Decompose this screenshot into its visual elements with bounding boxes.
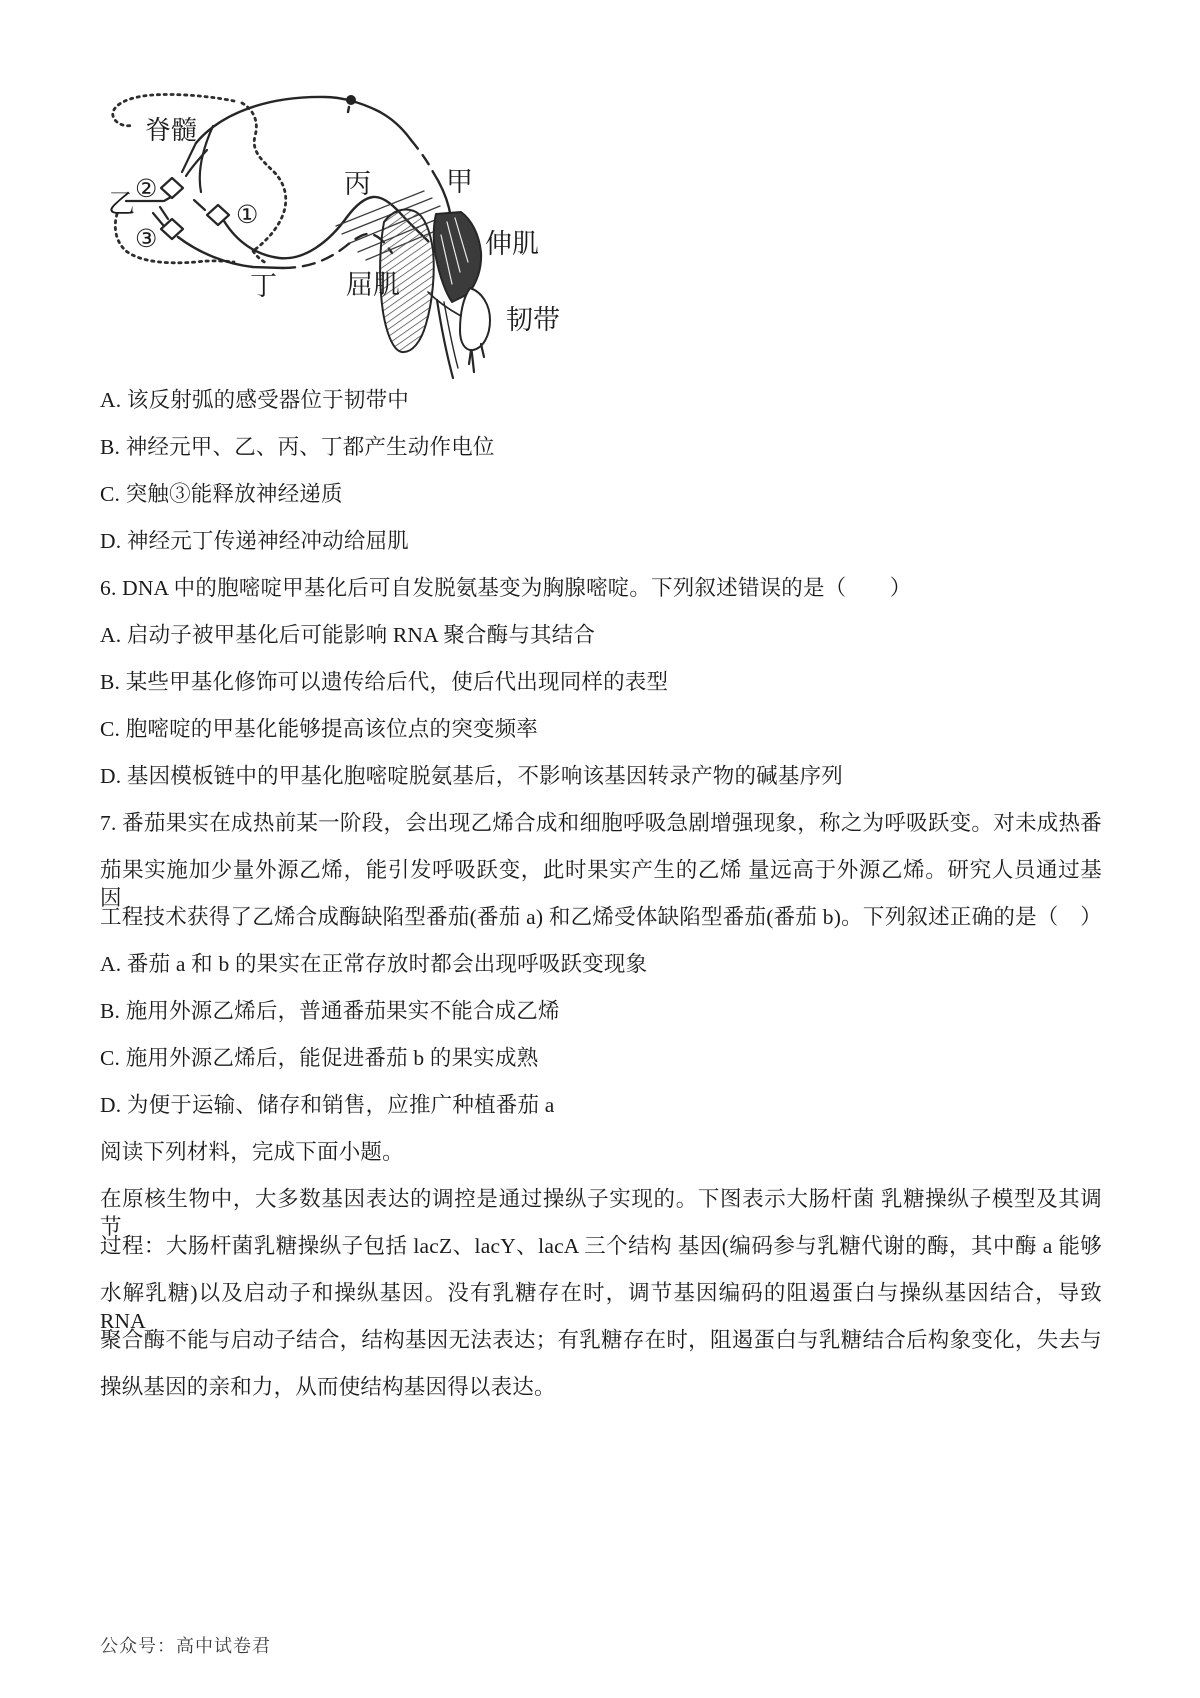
- passage-line-2: 过程：大肠杆菌乳糖操纵子包括 lacZ、lacY、lacA 三个结构 基因(编码参与乳糖代谢的酶，其中酶 a 能够: [100, 1234, 1102, 1258]
- label-synapse-2: ②: [135, 176, 158, 203]
- reflex-arc-diagram: [90, 80, 580, 385]
- q5-option-b: B. 神经元甲、乙、丙、丁都产生动作电位: [100, 435, 495, 459]
- q7-option-d: D. 为便于运输、储存和销售，应推广种植番茄 a: [100, 1093, 555, 1117]
- extensor-muscle-shape: [434, 212, 481, 302]
- passage-line-4: 聚合酶不能与启动子结合，结构基因无法表达；有乳糖存在时，阻遏蛋白与乳糖结合后构象变化，失去与: [100, 1328, 1102, 1352]
- q7-stem-line-2: 茄果实施加少量外源乙烯，能引发呼吸跃变，此时果实产生的乙烯 量远高于外源乙烯。研究人员通过基因: [100, 858, 1102, 910]
- q6-option-b: B. 某些甲基化修饰可以遗传给后代，使后代出现同样的表型: [100, 670, 669, 694]
- label-neuron-jia: 甲: [446, 167, 473, 197]
- label-ligament: 韧带: [506, 305, 560, 335]
- q5-option-d: D. 神经元丁传递神经冲动给屈肌: [100, 529, 409, 553]
- label-flexor: 屈肌: [346, 270, 400, 300]
- knee-bones-and-ligament: [428, 288, 490, 378]
- label-synapse-3: ③: [135, 226, 158, 253]
- label-neuron-yi: 乙: [108, 189, 135, 219]
- label-extensor: 伸肌: [485, 229, 539, 259]
- q7-stem-line-1: 7. 番茄果实在成热前某一阶段，会出现乙烯合成和细胞呼吸急剧增强现象，称之为呼吸跃变。对未成热番: [100, 811, 1102, 835]
- synapse-3-diamond: [161, 219, 183, 239]
- passage-line-3: 水解乳糖)以及启动子和操纵基因。没有乳糖存在时，调节基因编码的阻遏蛋白与操纵基因结合，导致 RNA: [100, 1281, 1108, 1333]
- q5-option-a: A. 该反射弧的感受器位于韧带中: [100, 388, 409, 412]
- reading-prompt: 阅读下列材料，完成下面小题。: [100, 1140, 404, 1164]
- q7-option-b: B. 施用外源乙烯后，普通番茄果实不能合成乙烯: [100, 999, 560, 1023]
- ganglion-cell-body-dot: [346, 95, 356, 105]
- label-synapse-1: ①: [236, 202, 259, 229]
- q7-stem-line-3: 工程技术获得了乙烯合成酶缺陷型番茄(番茄 a) 和乙烯受体缺陷型番茄(番茄 b)。下列叙述正确的是（ ）: [100, 905, 1102, 929]
- sensory-neuron-jia-path: [196, 95, 451, 228]
- synapse-2-diamond: [161, 178, 183, 198]
- q7-option-c: C. 施用外源乙烯后，能促进番茄 b 的果实成熟: [100, 1046, 539, 1070]
- q6-stem: 6. DNA 中的胞嘧啶甲基化后可自发脱氨基变为胸腺嘧啶。下列叙述错误的是（ ）: [100, 576, 912, 600]
- label-neuron-bing: 丙: [344, 169, 371, 199]
- passage-line-5: 操纵基因的亲和力，从而使结构基因得以表达。: [100, 1375, 556, 1399]
- passage-line-1: 在原核生物中，大多数基因表达的调控是通过操纵子实现的。下图表示大肠杆菌 乳糖操纵子模型及其调节: [100, 1187, 1102, 1239]
- q6-option-c: C. 胞嘧啶的甲基化能够提高该位点的突变频率: [100, 717, 538, 741]
- q6-option-d: D. 基因模板链中的甲基化胞嘧啶脱氨基后，不影响该基因转录产物的碱基序列: [100, 764, 843, 788]
- label-spinal-cord: 脊髓: [145, 116, 198, 145]
- q7-option-a: A. 番茄 a 和 b 的果实在正常存放时都会出现呼吸跃变现象: [100, 952, 648, 976]
- reflex-arc-figure: [90, 80, 580, 385]
- synapse-diamonds: [161, 178, 229, 239]
- footer-wechat-account: 公众号：高中试卷君: [100, 1636, 271, 1656]
- label-neuron-ding: 丁: [250, 271, 277, 301]
- q5-option-c: C. 突触③能释放神经递质: [100, 482, 343, 506]
- q6-option-a: A. 启动子被甲基化后可能影响 RNA 聚合酶与其结合: [100, 623, 596, 647]
